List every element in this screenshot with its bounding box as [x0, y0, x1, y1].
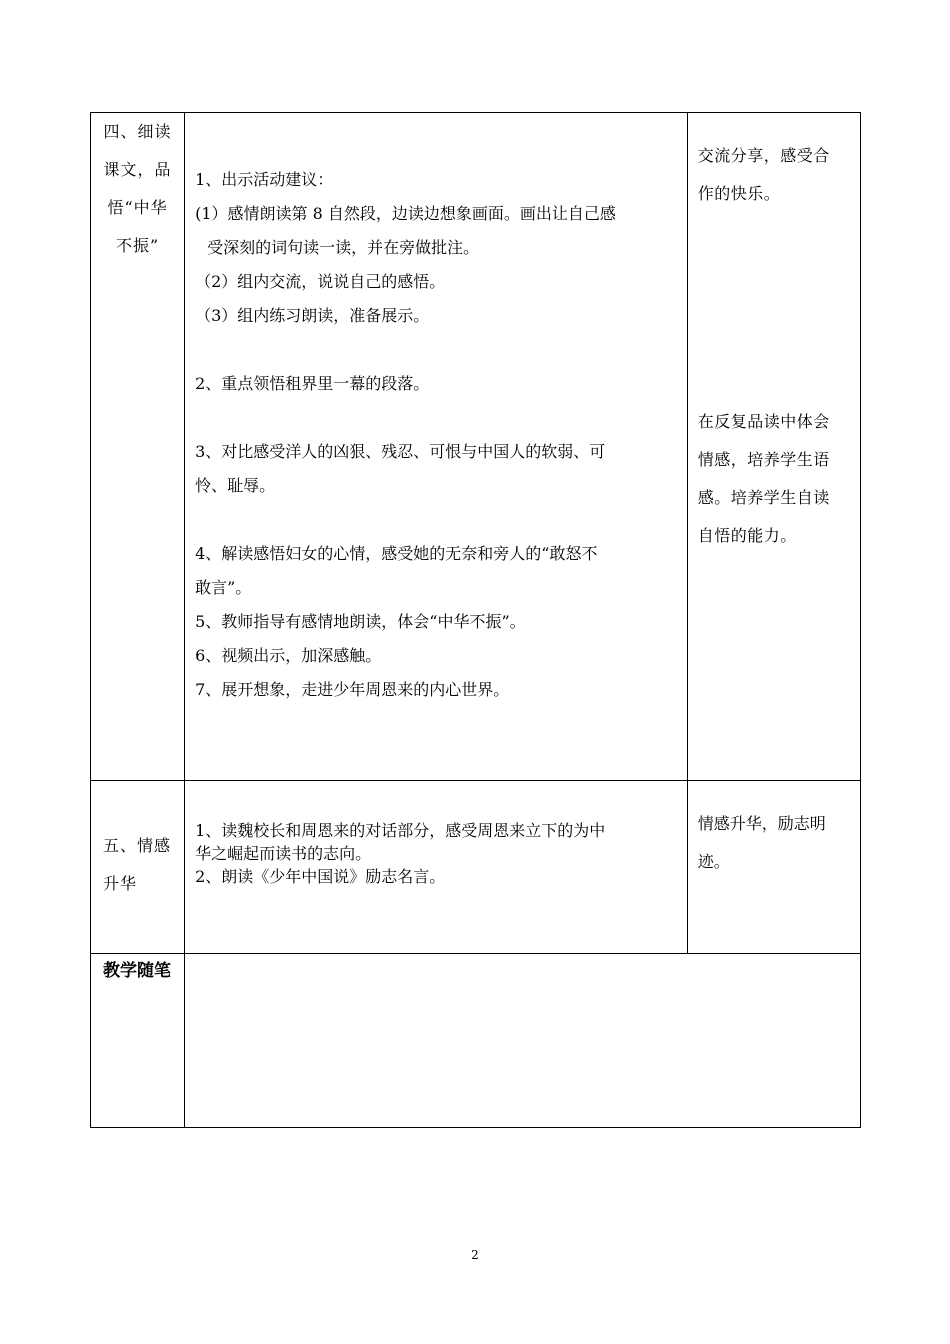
teaching-notes-cell — [185, 954, 861, 1128]
table-row — [91, 781, 861, 954]
activity-line: 7、展开想象，走进少年周恩来的内心世界。 — [195, 680, 510, 699]
note-line: 自悟的能力。 — [697, 526, 797, 545]
activity-line: 2、重点领悟租界里一幕的段落。 — [195, 374, 430, 393]
activity-cell — [185, 781, 688, 954]
notes-cell — [687, 113, 860, 781]
note-line: 感。培养学生自读 — [697, 488, 830, 507]
design-notes — [688, 113, 860, 555]
lesson-plan-table — [90, 112, 861, 1128]
activity-line: 敢言”。 — [195, 578, 252, 597]
notes-cell — [687, 781, 860, 954]
stage-label — [91, 781, 184, 903]
note-line: 迹。 — [697, 852, 730, 871]
stage-line: 五、情感 — [103, 836, 172, 855]
note-line: 作的快乐。 — [697, 184, 781, 203]
activity-line: 3、对比感受洋人的凶狠、残忍、可恨与中国人的软弱、可 — [195, 442, 606, 461]
activity-line: 华之崛起而读书的志向。 — [195, 844, 372, 863]
table-row — [91, 954, 861, 1128]
stage-cell — [91, 113, 185, 781]
activity-line: 5、教师指导有感情地朗读，体会“中华不振”。 — [195, 612, 526, 631]
stage-line: 不振” — [115, 236, 160, 255]
activity-line: 1、出示活动建议： — [195, 170, 334, 189]
activity-line: 受深刻的词句读一读，并在旁做批注。 — [207, 238, 480, 257]
activity-line: 4、解读感悟妇女的心情，感受她的无奈和旁人的“敢怒不 — [195, 544, 598, 563]
table-row — [91, 113, 861, 781]
teaching-notes-label: 教学随笔 — [103, 961, 171, 981]
activity-line: (1）感情朗读第 8 自然段，边读边想象画面。画出让自己感 — [195, 204, 616, 223]
page-number: 2 — [471, 1248, 479, 1262]
stage-line: 课文，品 — [103, 160, 172, 179]
activity-line: 1、读魏校长和周恩来的对话部分，感受周恩来立下的为中 — [195, 821, 606, 840]
stage-line: 升华 — [103, 874, 138, 893]
activity-line: 2、朗读《少年中国说》励志名言。 — [195, 867, 446, 886]
note-line: 在反复品读中体会 — [697, 412, 830, 431]
stage-label — [91, 113, 184, 265]
activity-line: （2）组内交流，说说自己的感悟。 — [195, 272, 446, 291]
note-line: 交流分享，感受合 — [697, 146, 830, 165]
stage-line: 悟“中华 — [107, 198, 168, 217]
design-notes — [688, 781, 860, 881]
activity-content — [185, 113, 687, 707]
stage-cell — [91, 781, 185, 954]
note-line: 情感升华，励志明 — [697, 814, 826, 833]
activity-line: 6、视频出示，加深感触。 — [195, 646, 382, 665]
activity-cell — [185, 113, 688, 781]
stage-cell — [91, 954, 185, 1128]
activity-content — [185, 781, 687, 888]
activity-line: （3）组内练习朗读，准备展示。 — [195, 306, 430, 325]
activity-line: 怜、耻辱。 — [195, 476, 276, 495]
stage-line: 四、细读 — [103, 122, 172, 141]
note-line: 情感，培养学生语 — [697, 450, 830, 469]
